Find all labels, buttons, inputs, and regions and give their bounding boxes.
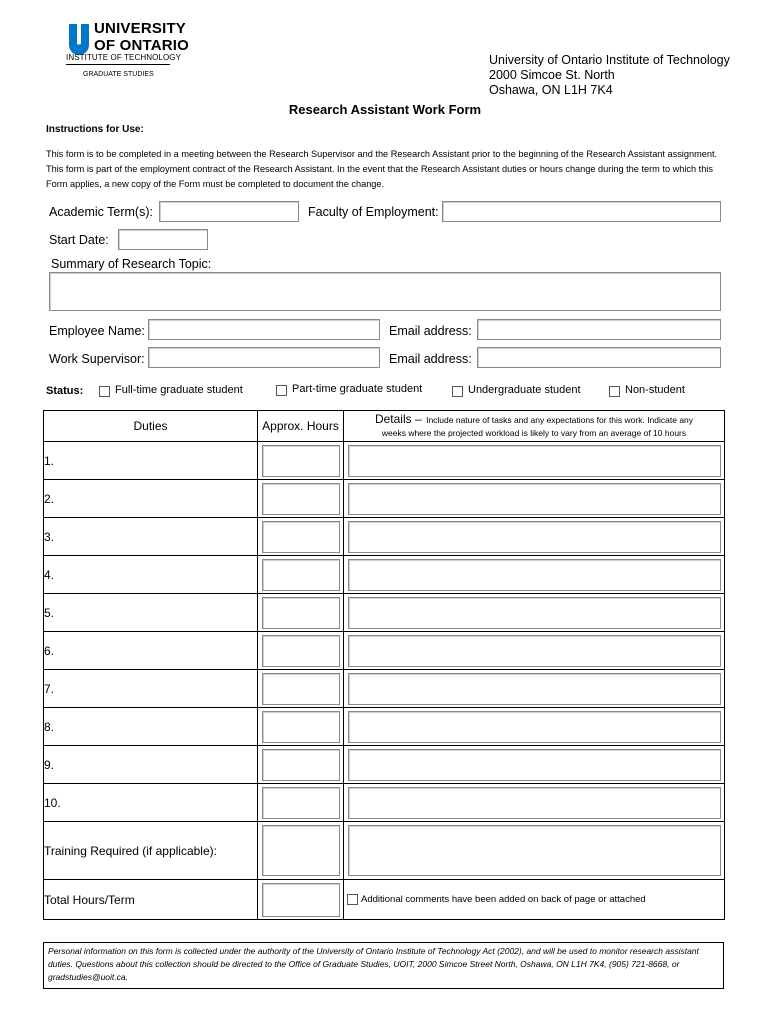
duty-details-input[interactable] [348, 635, 721, 667]
summary-label: Summary of Research Topic: [51, 257, 212, 271]
work-supervisor-label: Work Supervisor: [49, 352, 145, 366]
duty-hours-input[interactable] [262, 445, 340, 477]
academic-term-label: Academic Term(s): [49, 205, 153, 219]
address-line-1: University of Ontario Institute of Technology [489, 53, 730, 67]
duty-number: 8. [44, 708, 258, 746]
status-parttime-checkbox[interactable] [276, 385, 287, 396]
duty-details-input[interactable] [348, 559, 721, 591]
status-label: Status: [46, 385, 84, 397]
details-header-note-2: weeks where the projected workload is likely to vary from an average of 10 hours [381, 428, 687, 438]
address-line-2: 2000 Simcoe St. North [489, 68, 615, 82]
duty-number: 9. [44, 746, 258, 784]
supervisor-email-input[interactable] [477, 347, 721, 368]
logo-text-graduate-studies: GRADUATE STUDIES [83, 71, 154, 78]
address-line-3: Oshawa, ON L1H 7K4 [489, 83, 613, 97]
status-fulltime-checkbox[interactable] [99, 386, 110, 397]
duties-table [43, 410, 725, 920]
privacy-notice: Personal information on this form is collected under the authority of the University of Ontario Institute of Technology Act (2002), and will be used to monitor research assistant duties. Questions about this collection should be directed to the Office of Graduate Studies, UOIT, 2000 Simcoe Street North, Oshawa, ON L1H 7K4, (905) 721-8668, or gradstudies@uoit.ca. [43, 942, 724, 989]
duty-row [44, 746, 725, 784]
duty-hours-input[interactable] [262, 749, 340, 781]
employee-name-input[interactable] [148, 319, 380, 340]
details-header-title: Details – [374, 412, 422, 426]
form-title: Research Assistant Work Form [288, 102, 482, 117]
duty-hours-input[interactable] [262, 673, 340, 705]
duty-row [44, 670, 725, 708]
duty-hours-input[interactable] [262, 597, 340, 629]
duty-details-input[interactable] [348, 597, 721, 629]
supervisor-email-label: Email address: [389, 352, 472, 366]
duty-details-input[interactable] [348, 749, 721, 781]
additional-comments-cell [344, 880, 725, 920]
duty-row [44, 442, 725, 480]
duty-hours-input[interactable] [262, 521, 340, 553]
status-nonstudent-label: Non-student [625, 384, 685, 396]
duty-row [44, 480, 725, 518]
summary-input[interactable] [49, 272, 721, 311]
duty-number: 10. [44, 784, 258, 822]
details-header [344, 411, 725, 442]
start-date-input[interactable] [118, 229, 208, 250]
training-row [44, 822, 725, 880]
duty-hours-input[interactable] [262, 711, 340, 743]
logo-text-institute: INSTITUTE OF TECHNOLOGY [66, 53, 182, 62]
duty-number: 7. [44, 670, 258, 708]
start-date-label: Start Date: [49, 233, 109, 247]
duty-hours-input[interactable] [262, 559, 340, 591]
duty-number: 4. [44, 556, 258, 594]
duty-number: 5. [44, 594, 258, 632]
training-details-input[interactable] [348, 825, 721, 876]
total-hours-input[interactable] [262, 883, 340, 917]
duty-row [44, 632, 725, 670]
total-hours-label: Total Hours/Term [44, 880, 258, 920]
total-row [44, 880, 725, 920]
employee-email-label: Email address: [389, 324, 472, 338]
duty-number: 3. [44, 518, 258, 556]
duty-row [44, 556, 725, 594]
additional-comments-checkbox[interactable] [347, 894, 358, 905]
academic-term-input[interactable] [159, 201, 299, 222]
duty-details-input[interactable] [348, 445, 721, 477]
logo-divider [66, 64, 170, 65]
employee-name-label: Employee Name: [49, 324, 145, 338]
duty-details-input[interactable] [348, 787, 721, 819]
instructions-heading: Instructions for Use: [46, 124, 144, 135]
duty-row [44, 708, 725, 746]
duty-row [44, 518, 725, 556]
training-label: Training Required (if applicable): [44, 822, 258, 880]
duty-details-input[interactable] [348, 483, 721, 515]
status-nonstudent-checkbox[interactable] [609, 386, 620, 397]
instructions-text: This form is to be completed in a meeting between the Research Supervisor and the Research Assistant prior to the beginning of the Research Assistant assignment. This form is part of the employment contract of the Research Assistant. In the event that the Research Assistant duties or hours change during the term to which this Form applies, a new copy of the Form must be completed to document the change. [46, 149, 718, 189]
details-header-note-1: Include nature of tasks and any expectations for this work. Indicate any [426, 415, 694, 425]
duties-header: Duties [44, 411, 258, 442]
status-undergraduate-checkbox[interactable] [452, 386, 463, 397]
faculty-label: Faculty of Employment: [308, 205, 439, 219]
duty-row [44, 594, 725, 632]
university-logo-icon [66, 22, 92, 56]
duty-details-input[interactable] [348, 673, 721, 705]
duty-details-input[interactable] [348, 521, 721, 553]
duty-row [44, 784, 725, 822]
faculty-input[interactable] [442, 201, 721, 222]
duty-number: 6. [44, 632, 258, 670]
duty-hours-input[interactable] [262, 787, 340, 819]
employee-email-input[interactable] [477, 319, 721, 340]
training-hours-input[interactable] [262, 825, 340, 876]
logo-text-of-ontario: OF ONTARIO [94, 37, 190, 54]
status-undergraduate-label: Undergraduate student [468, 384, 581, 396]
approx-hours-header: Approx. Hours [258, 411, 344, 442]
duty-hours-input[interactable] [262, 483, 340, 515]
status-parttime-label: Part-time graduate student [292, 383, 423, 395]
logo-text-university: UNIVERSITY [94, 20, 187, 37]
work-supervisor-input[interactable] [148, 347, 380, 368]
duty-number: 2. [44, 480, 258, 518]
additional-comments-label: Additional comments have been added on back of page or attached [361, 893, 646, 905]
duty-number: 1. [44, 442, 258, 480]
status-fulltime-label: Full-time graduate student [115, 384, 243, 396]
duties-table-header [44, 411, 725, 442]
duty-details-input[interactable] [348, 711, 721, 743]
duty-hours-input[interactable] [262, 635, 340, 667]
